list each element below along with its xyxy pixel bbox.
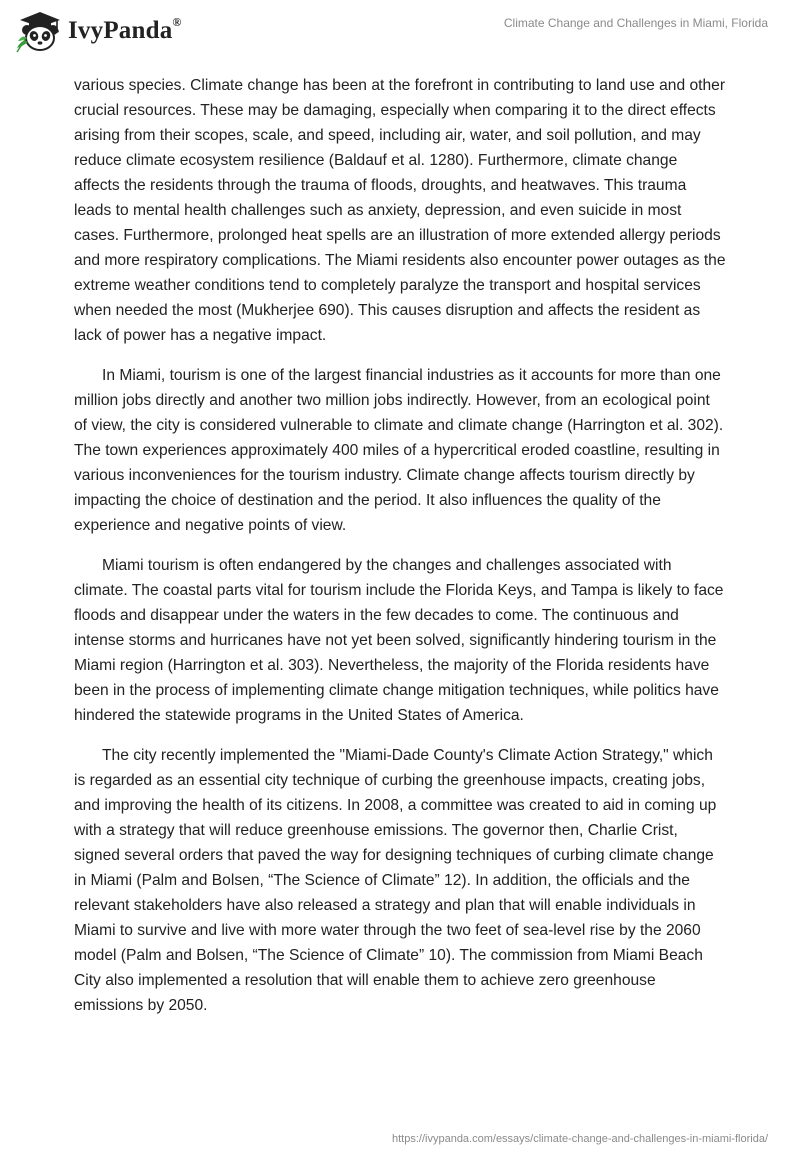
ivypanda-logo[interactable] bbox=[14, 8, 182, 54]
paragraph-4: The city recently implemented the "Miami-Dade County's Climate Action Strategy," which is regarded as an essential city technique of curbing the greenhouse impacts, creating jobs, and improving the health of its citizens. In 2008, a committee was created to aid in coming up with a strategy that will reduce greenhouse emissions. The governor then, Charlie Crist, signed several orders that paved the way for designing techniques of curbing climate change in Miami (Palm and Bolsen, “The Science of Climate” 12). In addition, the officials and the relevant stakeholders have also released a strategy and plan that will enable individuals in Miami to survive and live with more water through the two feet of sea-level rise by the 2060 model (Palm and Bolsen, “The Science of Climate” 10). The commission from Miami Beach City also implemented a resolution that will enable them to achieve zero greenhouse emissions by 2050. bbox=[74, 747, 717, 1014]
source-url[interactable]: https://ivypanda.com/essays/climate-change-and-challenges-in-miami-florida/ bbox=[392, 1133, 768, 1145]
page-header bbox=[0, 0, 800, 62]
paragraph-1: various species. Climate change has been at the forefront in contributing to land use and other crucial resources. These may be damaging, especially when comparing it to the direct effects arising from their scopes, scale, and speed, including air, water, and soil pollution, and may reduce climate ecosystem resilience (Baldauf et al. 1280). Furthermore, climate change affects the residents through the trauma of floods, droughts, and heatwaves. This trauma leads to mental health challenges such as anxiety, depression, and even suicide in most cases. Furthermore, prolonged heat spells are an illustration of more extended allergy periods and more respiratory complications. The Miami residents also encounter power outages as the extreme weather conditions tend to completely paralyze the transport and hospital services when needed the most (Mukherjee 690). This causes disruption and affects the resident as lack of power has a negative impact. bbox=[74, 77, 726, 344]
essay-body bbox=[74, 73, 726, 1033]
paragraph-2: In Miami, tourism is one of the largest financial industries as it accounts for more than one million jobs directly and another two million jobs indirectly. However, from an ecological point of view, the city is considered vulnerable to climate and climate change (Harrington et al. 302). The town experiences approximately 400 miles of a hypercritical eroded coastline, resulting in various inconveniences for the tourism industry. Climate change affects tourism directly by impacting the choice of destination and the period. It also influences the quality of the experience and negative points of view. bbox=[74, 367, 724, 534]
panda-graduate-icon bbox=[14, 8, 64, 54]
registered-mark: ® bbox=[172, 15, 182, 29]
paragraph-3: Miami tourism is often endangered by the changes and challenges associated with climate. The coastal parts vital for tourism include the Florida Keys, and Tampa is likely to face floods and disappear under the waters in the few decades to come. The continuous and intense storms and hurricanes have not yet been solved, significantly hindering tourism in the Miami region (Harrington et al. 303). Nevertheless, the majority of the Florida residents have been in the process of implementing climate change mitigation techniques, while politics have hindered the statewide programs in the United States of America. bbox=[74, 557, 724, 724]
document-title: Climate Change and Challenges in Miami, Florida bbox=[503, 16, 768, 30]
brand-name: IvyPanda® bbox=[68, 15, 182, 44]
